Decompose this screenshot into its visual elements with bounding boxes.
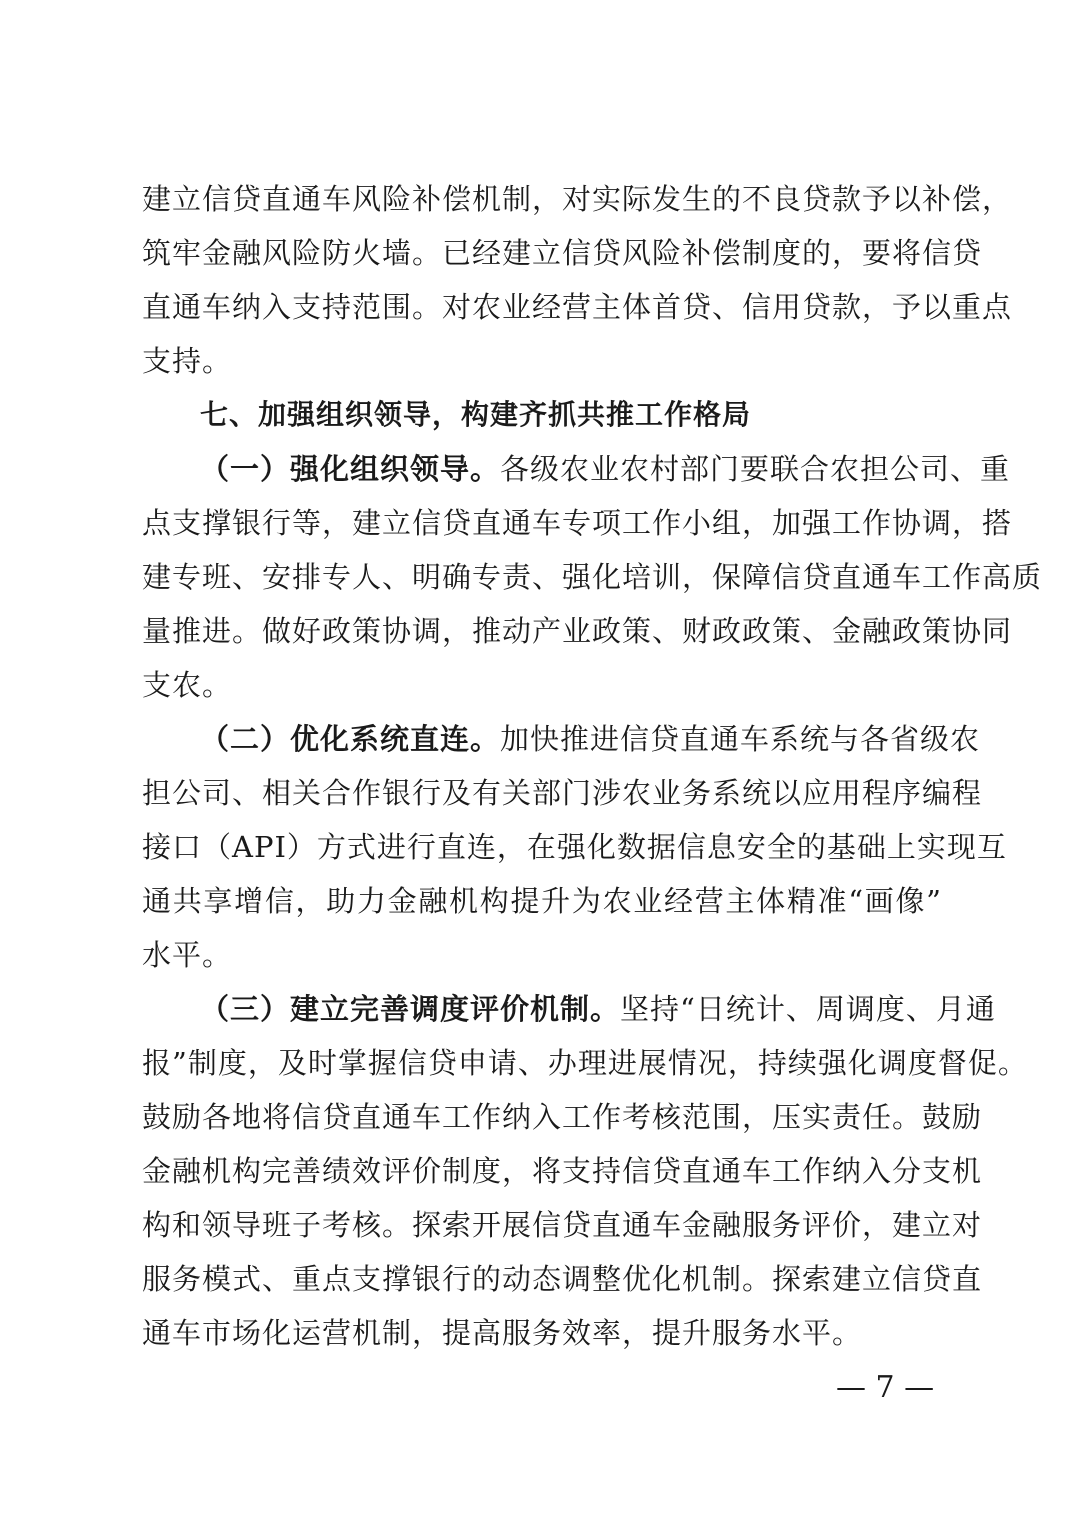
paragraph-line: 接口（API）方式进行直连，在强化数据信息安全的基础上实现互	[142, 830, 1007, 864]
paragraph-line: 担公司、相关合作银行及有关部门涉农业务系统以应用程序编程	[142, 776, 983, 810]
paragraph-line: 服务模式、重点支撑银行的动态调整优化机制。探索建立信贷直	[142, 1262, 983, 1296]
paragraph-line: 量推进。做好政策协调，推动产业政策、财政政策、金融政策协同	[142, 614, 1013, 648]
paragraph-line: 鼓励各地将信贷直通车工作纳入工作考核范围，压实责任。鼓励	[142, 1100, 983, 1134]
paragraph-line: 支持。	[142, 344, 233, 378]
paragraph-text: 各级农业农村部门要联合农担公司、重	[500, 452, 1011, 486]
paragraph-line: 支农。	[142, 668, 233, 702]
paragraph-line: 筑牢金融风险防火墙。已经建立信贷风险补偿制度的，要将信贷	[142, 236, 983, 270]
paragraph-line: 水平。	[142, 938, 233, 972]
paragraph-line: 直通车纳入支持范围。对农业经营主体首贷、信用贷款，予以重点	[142, 290, 1013, 324]
paragraph-line: 点支撑银行等，建立信贷直通车专项工作小组，加强工作协调，搭	[142, 506, 1013, 540]
paragraph-lead: （二）优化系统直连。	[200, 722, 501, 756]
paragraph-line: 金融机构完善绩效评价制度，将支持信贷直通车工作纳入分支机	[142, 1154, 983, 1188]
paragraph-first-line	[142, 982, 996, 1036]
paragraph-lead: （一）强化组织领导。	[200, 452, 501, 486]
paragraph-text: 加快推进信贷直通车系统与各省级农	[500, 722, 981, 756]
paragraph-text: 坚持“日统计、周调度、月通	[620, 992, 996, 1026]
paragraph-line: 构和领导班子考核。探索开展信贷直通车金融服务评价，建立对	[142, 1208, 983, 1242]
paragraph-first-line	[142, 712, 981, 766]
paragraph-line: 建立信贷直通车风险补偿机制，对实际发生的不良贷款予以补偿，	[142, 182, 1013, 216]
page-number: — 7 —	[836, 1370, 935, 1405]
section-heading: 七、加强组织领导，构建齐抓共推工作格局	[200, 398, 752, 431]
paragraph-first-line	[142, 442, 1011, 496]
body-text	[142, 172, 1043, 1360]
paragraph-line: 通共享增信，助力金融机构提升为农业经营主体精准“画像”	[142, 884, 942, 918]
paragraph-line: 报”制度，及时掌握信贷申请、办理进展情况，持续强化调度督促。	[142, 1046, 1028, 1080]
paragraph-lead: （三）建立完善调度评价机制。	[200, 992, 621, 1026]
paragraph-line: 建专班、安排专人、明确专责、强化培训，保障信贷直通车工作高质	[142, 560, 1043, 594]
paragraph-line: 通车市场化运营机制，提高服务效率，提升服务水平。	[142, 1316, 863, 1350]
